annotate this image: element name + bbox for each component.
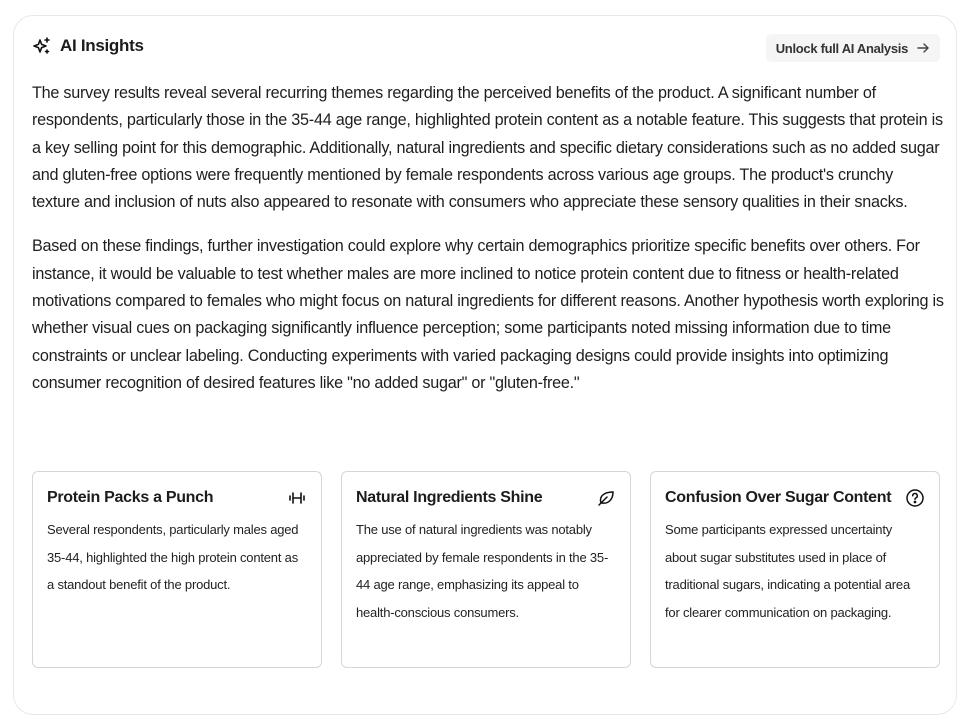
insights-body [32, 80, 944, 414]
ai-insights-panel [13, 15, 957, 715]
card-text: Several respondents, particularly males aged 35-44, highlighted the high protein content as a standout benefit of the product. [47, 522, 299, 592]
question-circle-icon [905, 488, 925, 508]
insight-card [650, 471, 940, 668]
leaf-icon [596, 488, 616, 508]
arrow-right-icon [916, 41, 930, 55]
panel-header [32, 36, 144, 56]
card-text: Some participants expressed uncertainty about sugar substitutes used in place of traditional sugars, indicating a potential area for clearer communication on packaging. [665, 522, 910, 620]
insight-card [341, 471, 631, 668]
card-title: Natural Ingredients Shine [356, 489, 543, 506]
insight-cards [32, 471, 940, 668]
insight-paragraph: Based on these findings, further investigation could explore why certain demographics prioritize specific benefits over others. For instance, it would be valuable to test whether males are more inclined to notice protein content due to fitness or health-related motivations compared to females who might focus on natural ingredients for different reasons. Another hypothesis worth exploring is whether visual cues on packaging significantly influence perception; some participants noted missing information due to time constraints or unclear labeling. Conducting experiments with varied packaging designs could provide insights into optimizing consumer recognition of desired features like "no added sugar" or "gluten-free." [32, 237, 944, 392]
sparkles-icon [32, 36, 52, 56]
insight-paragraph: The survey results reveal several recurring themes regarding the perceived benefits of the product. A significant number of respondents, particularly those in the 35-44 age range, highlighted protein content as a notable feature. This suggests that protein is a key selling point for this demographic. Additionally, natural ingredients and specific dietary considerations such as no added sugar and gluten-free options were frequently mentioned by female respondents across various age groups. The product's crunchy texture and inclusion of nuts also appeared to resonate with consumers who appreciate these sensory qualities in their snacks. [32, 84, 943, 212]
unlock-label: Unlock full AI Analysis [775, 40, 908, 56]
insight-card [32, 471, 322, 668]
card-title: Confusion Over Sugar Content [665, 489, 892, 506]
card-text: The use of natural ingredients was notably appreciated by female respondents in the 35-44 age range, emphasizing its appeal to health-conscious consumers. [356, 522, 609, 620]
card-title: Protein Packs a Punch [47, 489, 214, 506]
panel-title: AI Insights [60, 36, 144, 55]
unlock-full-analysis-button[interactable] [766, 34, 940, 62]
dumbbell-icon [287, 488, 307, 508]
